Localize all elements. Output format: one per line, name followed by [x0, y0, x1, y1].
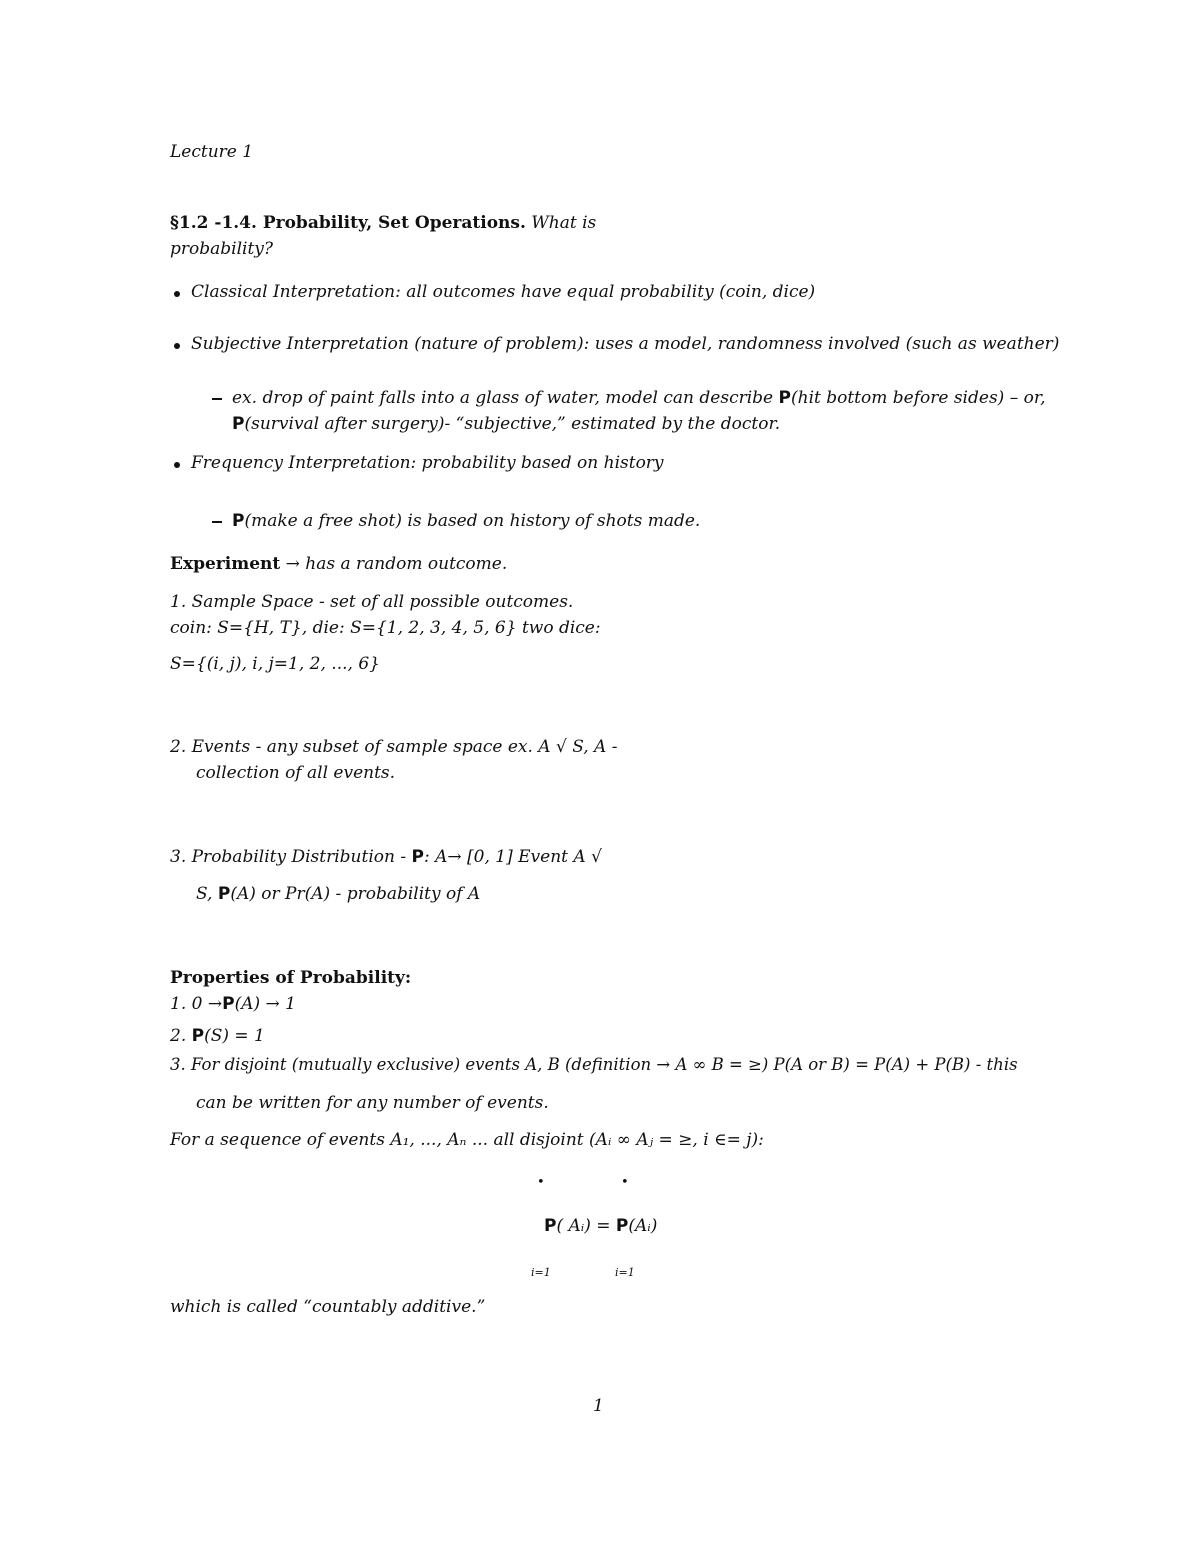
- experiment-label: Experiment: [170, 554, 281, 574]
- property-2: 2. P(S) = 1: [170, 1026, 265, 1046]
- classical-interpretation: Classical Interpretation: all outcomes have equal probability (coin, dice): [191, 282, 816, 302]
- subjective-example-line1: ex. drop of paint falls into a glass of water, model can describe P(hit bottom before sides) – or,: [232, 388, 1046, 408]
- experiment-desc: has a random outcome.: [305, 554, 508, 574]
- bullet-icon: [174, 291, 180, 297]
- events-line1: 2. Events - any subset of sample space ex. A √ S, A -: [170, 737, 618, 757]
- formula-index-left: i=1: [531, 1266, 551, 1279]
- section-heading: §1.2 -1.4. Probability, Set Operations.: [170, 213, 526, 233]
- lecture-header: Lecture 1: [170, 142, 254, 162]
- formula-index-right: i=1: [615, 1266, 635, 1279]
- arrow-icon: →: [285, 554, 300, 574]
- events-line2: collection of all events.: [196, 763, 396, 783]
- dash-icon: [212, 521, 222, 523]
- sequence-definition: For a sequence of events A₁, ..., Aₙ ... all disjoint (Aᵢ ∞ Aⱼ = ≥, i ∈= j):: [170, 1130, 764, 1150]
- frequency-example: P(make a free shot) is based on history of shots made.: [232, 511, 701, 531]
- bullet-icon: [174, 343, 180, 349]
- property-3-line2: can be written for any number of events.: [196, 1093, 549, 1113]
- subjective-example-line2: P(survival after surgery)- “subjective,” estimated by the doctor.: [232, 414, 781, 434]
- sample-space-line3: S={(i, j), i, j=1, 2, ..., 6}: [170, 654, 380, 674]
- distribution-line1: 3. Probability Distribution - P: A→ [0, 1] Event A √: [170, 847, 602, 867]
- frequency-interpretation: Frequency Interpretation: probability based on history: [191, 453, 664, 473]
- section-question: What is: [531, 213, 597, 233]
- formula-top-right: •: [621, 1175, 629, 1190]
- distribution-line2: S, P(A) or Pr(A) - probability of A: [196, 884, 481, 904]
- property-3-line1: 3. For disjoint (mutually exclusive) events A, B (definition → A ∞ B = ≥) P(A or B) = P(A) + P(B) - this: [170, 1055, 1018, 1074]
- experiment-definition: [170, 556, 507, 573]
- sample-space-line2: coin: S={H, T}, die: S={1, 2, 3, 4, 5, 6} two dice:: [170, 618, 601, 638]
- section-title: [170, 215, 596, 232]
- formula-top-left: •: [537, 1175, 545, 1190]
- section-question-continued: probability?: [170, 239, 274, 259]
- subjective-interpretation: Subjective Interpretation (nature of problem): uses a model, randomness involved (such as weather): [191, 334, 1060, 354]
- properties-title: Properties of Probability:: [170, 968, 412, 988]
- property-1: 1. 0 →P(A) → 1: [170, 994, 296, 1014]
- closing-remark: which is called “countably additive.”: [170, 1297, 486, 1317]
- bullet-icon: [174, 462, 180, 468]
- dash-icon: [212, 398, 222, 400]
- sample-space-line1: 1. Sample Space - set of all possible outcomes.: [170, 592, 574, 612]
- page-number: 1: [593, 1396, 604, 1416]
- formula-main: P( Aᵢ) = P(Aᵢ): [544, 1216, 658, 1236]
